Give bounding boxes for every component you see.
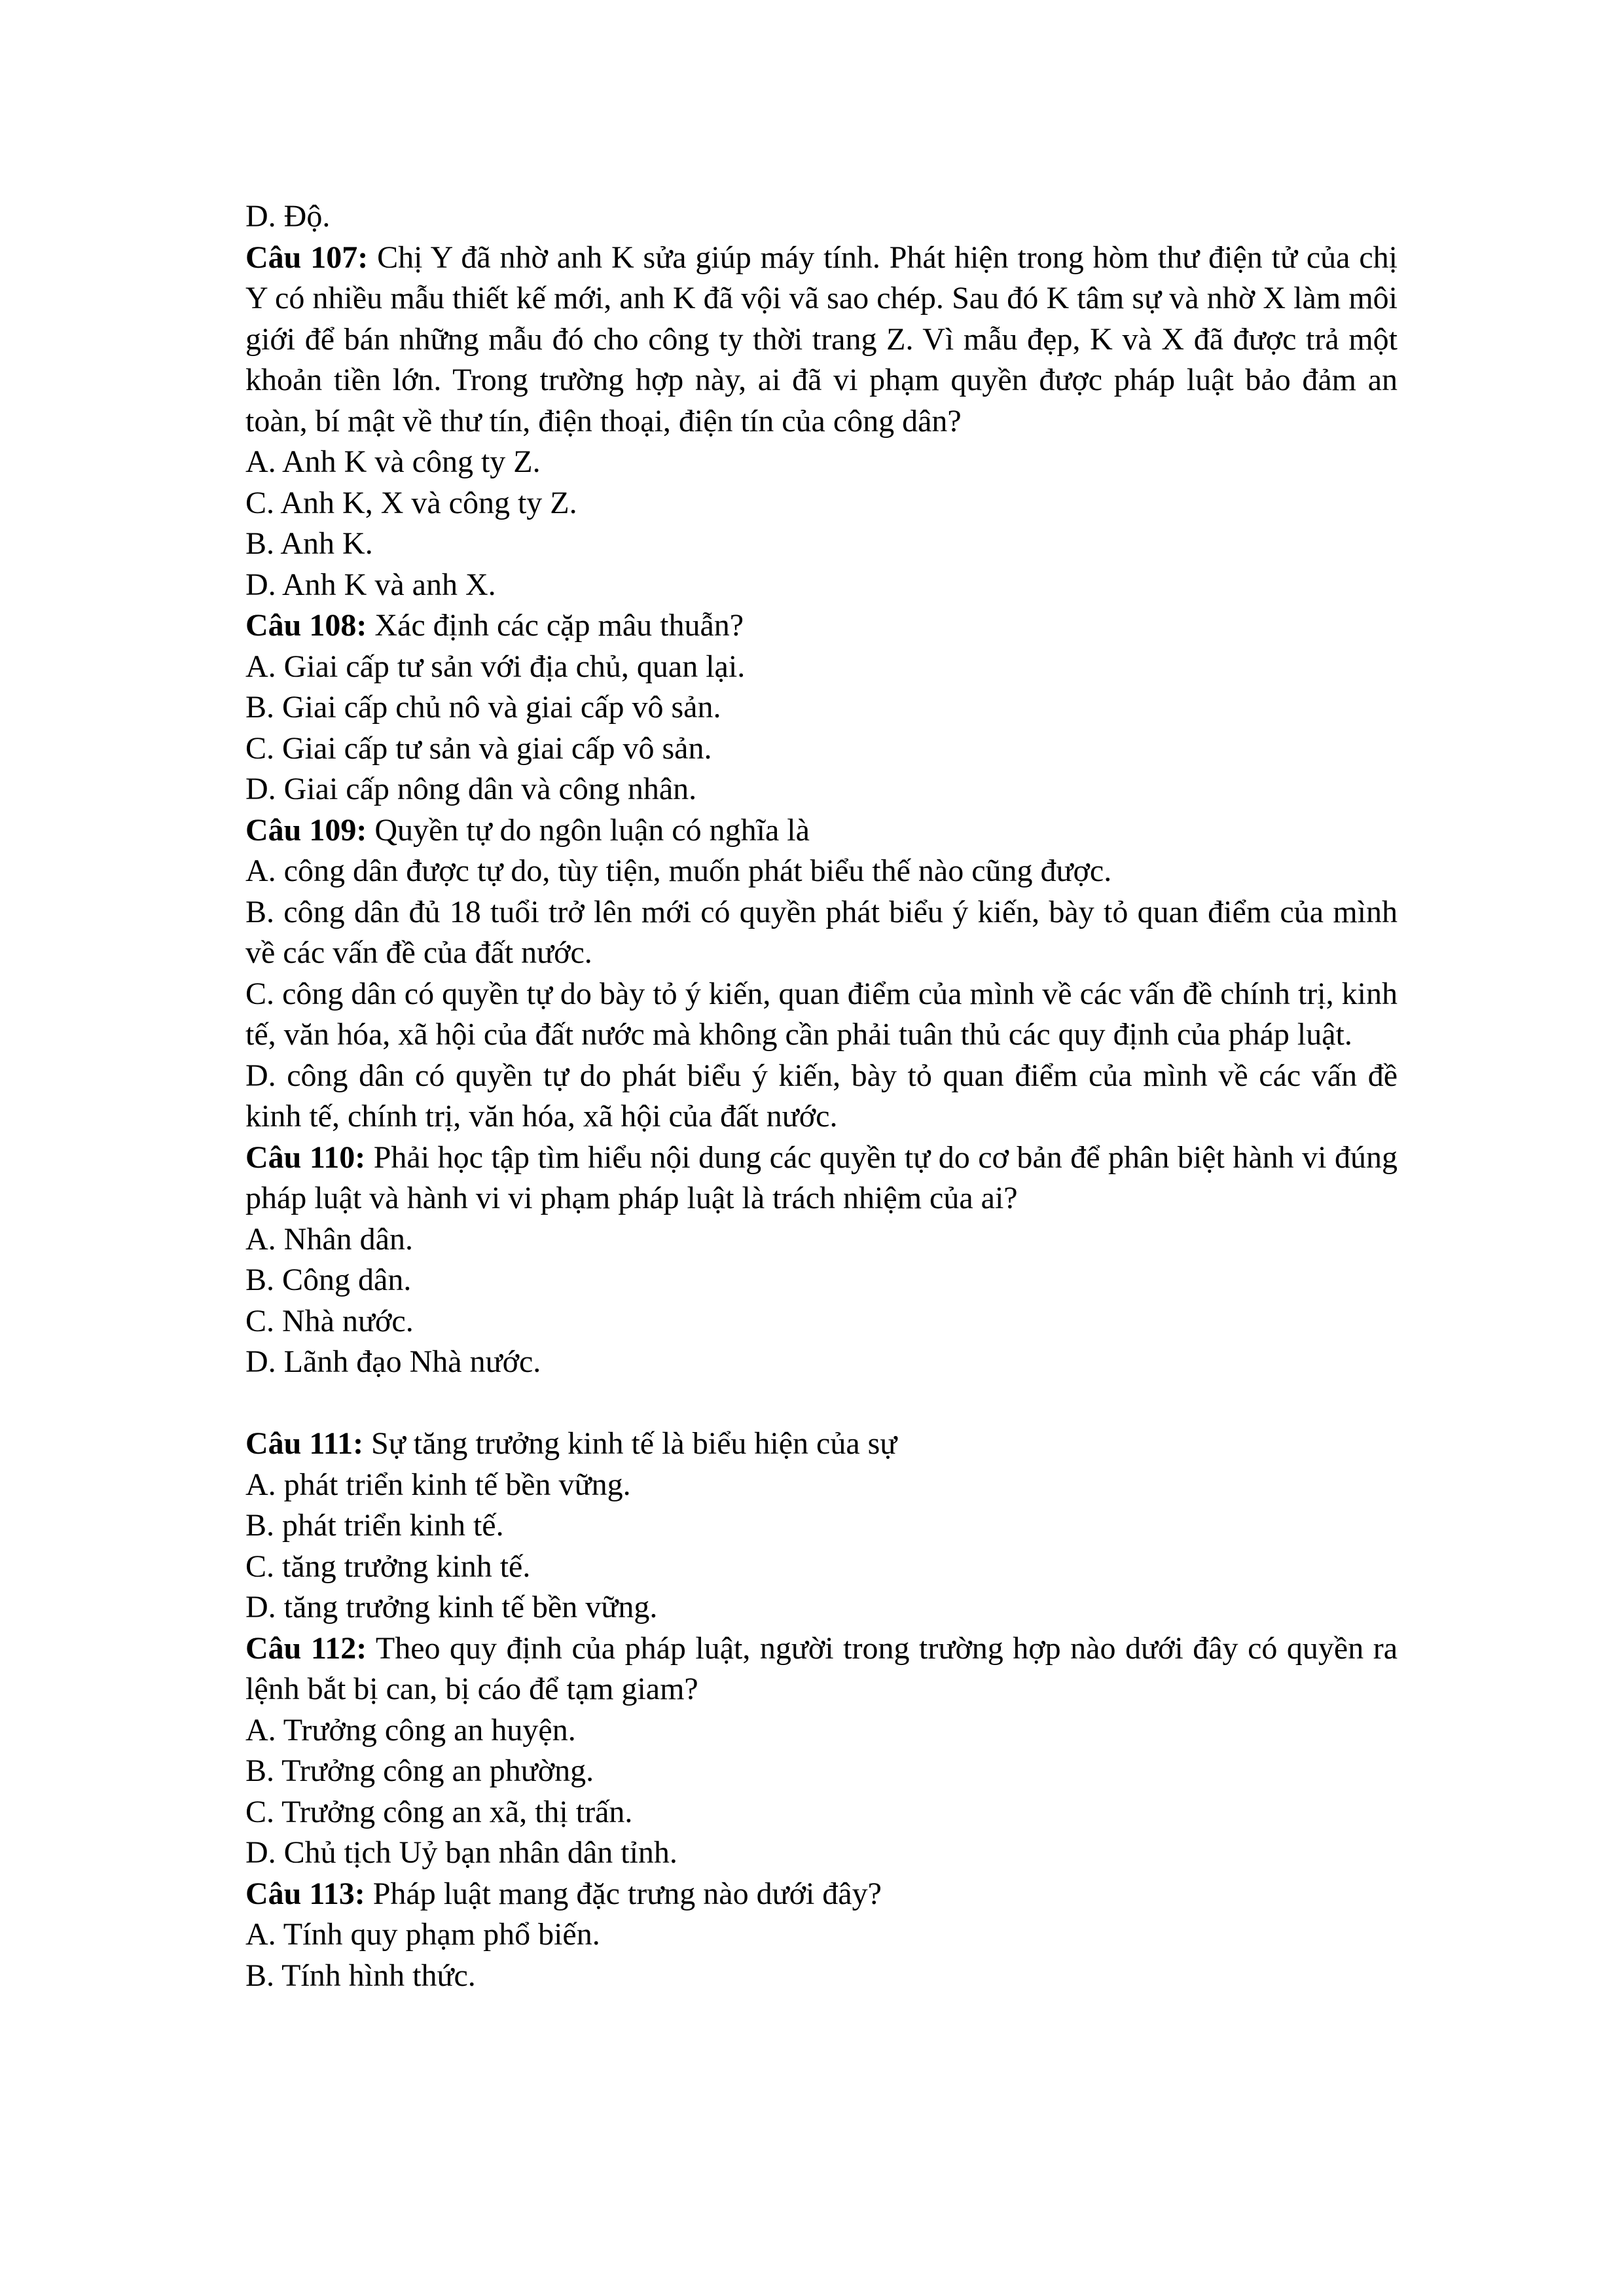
option-line: C. công dân có quyền tự do bày tỏ ý kiến, quan điểm của mình về các vấn đề chính trị, kinh tế, văn hóa, xã hội của đất nước mà không cần phải tuân thủ các quy định của pháp luật. [245,976,1398,1052]
blank-line [245,1383,1398,1424]
option-line: D. tăng trưởng kinh tế bền vững. [245,1590,658,1624]
question-stem [245,1424,1398,1465]
question-label: Câu 112: [245,1630,367,1666]
question-label: Câu 109: [245,812,367,848]
question-stem [245,605,1398,647]
question-stem [245,238,1398,442]
option-line: A. công dân được tự do, tùy tiện, muốn phát biểu thế nào cũng được. [245,853,1112,888]
option-line: A. Anh K và công ty Z. [245,444,541,479]
option-line: B. Công dân. [245,1263,412,1297]
option-line: D. công dân có quyền tự do phát biểu ý kiến, bày tỏ quan điểm của mình về các vấn đề kinh tế, chính trị, văn hóa, xã hội của đất nước. [245,1058,1398,1134]
option-line: B. Tính hình thức. [245,1958,476,1993]
option-line: D. Lãnh đạo Nhà nước. [245,1344,541,1379]
question-label: Câu 113: [245,1876,365,1911]
question-stem [245,1874,1398,1915]
question-text: Phải học tập tìm hiểu nội dung các quyền tự do cơ bản để phân biệt hành vi đúng pháp luật và hành vi vi phạm pháp luật là trách nhiệm của ai? [245,1139,1398,1215]
question-112 [245,1628,1398,1874]
option-line: A. Nhân dân. [245,1221,413,1257]
question-label: Câu 107: [245,240,369,275]
question-108 [245,605,1398,810]
question-stem [245,1138,1398,1219]
question-113 [245,1874,1398,1997]
option-line: B. Giai cấp chủ nô và giai cấp vô sản. [245,690,721,725]
option-line: A. Trưởng công an huyện. [245,1712,576,1748]
option-line: C. Giai cấp tư sản và giai cấp vô sản. [245,730,712,766]
option-line: C. Trưởng công an xã, thị trấn. [245,1794,633,1829]
option-line: C. Nhà nước. [245,1303,414,1338]
question-stem [245,1628,1398,1710]
option-line: B. Anh K. [245,526,373,561]
option-line: D. Anh K và anh X. [245,567,496,602]
question-text: Quyền tự do ngôn luận có nghĩa là [374,812,810,848]
question-text: Theo quy định của pháp luật, người trong trường hợp nào dưới đây có quyền ra lệnh bắt bị can, bị cáo để tạm giam? [245,1630,1398,1706]
option-line: D. Giai cấp nông dân và công nhân. [245,772,697,806]
option-line: D. Độ. [245,199,331,234]
question-text: Chị Y đã nhờ anh K sửa giúp máy tính. Phát hiện trong hòm thư điện tử của chị Y có nhiều mẫu thiết kế mới, anh K đã vội vã sao chép. Sau đó K tâm sự và nhờ X làm môi giới để bán những mẫu đó cho công ty thời trang Z. Vì mẫu đẹp, K và X đã được trả một khoản tiền lớn. Trong trường hợp này, ai đã vi phạm quyền được pháp luật bảo đảm an toàn, bí mật về thư tín, điện thoại, điện tín của công dân? [245,240,1398,439]
question-110 [245,1138,1398,1383]
option-line: C. Anh K, X và công ty Z. [245,485,577,520]
question-label: Câu 110: [245,1139,366,1175]
option-line: A. phát triển kinh tế bền vững. [245,1467,631,1502]
question-109 [245,810,1398,1138]
question-107 [245,238,1398,606]
option-line: B. phát triển kinh tế. [245,1508,504,1543]
question-text: Sự tăng trưởng kinh tế là biểu hiện của sự [371,1426,897,1461]
question-111 [245,1424,1398,1628]
option-line: C. tăng trưởng kinh tế. [245,1549,531,1584]
option-line: B. công dân đủ 18 tuổi trở lên mới có quyền phát biểu ý kiến, bày tỏ quan điểm của mình về các vấn đề của đất nước. [245,894,1398,970]
option-line: A. Giai cấp tư sản với địa chủ, quan lại. [245,649,746,684]
question-stem [245,810,1398,852]
option-line: B. Trưởng công an phường. [245,1753,594,1788]
question-label: Câu 111: [245,1426,364,1461]
option-line: A. Tính quy phạm phổ biến. [245,1917,600,1952]
question-text: Pháp luật mang đặc trưng nào dưới đây? [372,1876,882,1911]
document-page [245,196,1398,1996]
question-label: Câu 108: [245,608,367,643]
option-line: D. Chủ tịch Uỷ bạn nhân dân tỉnh. [245,1835,677,1870]
question-text: Xác định các cặp mâu thuẫn? [374,608,744,643]
